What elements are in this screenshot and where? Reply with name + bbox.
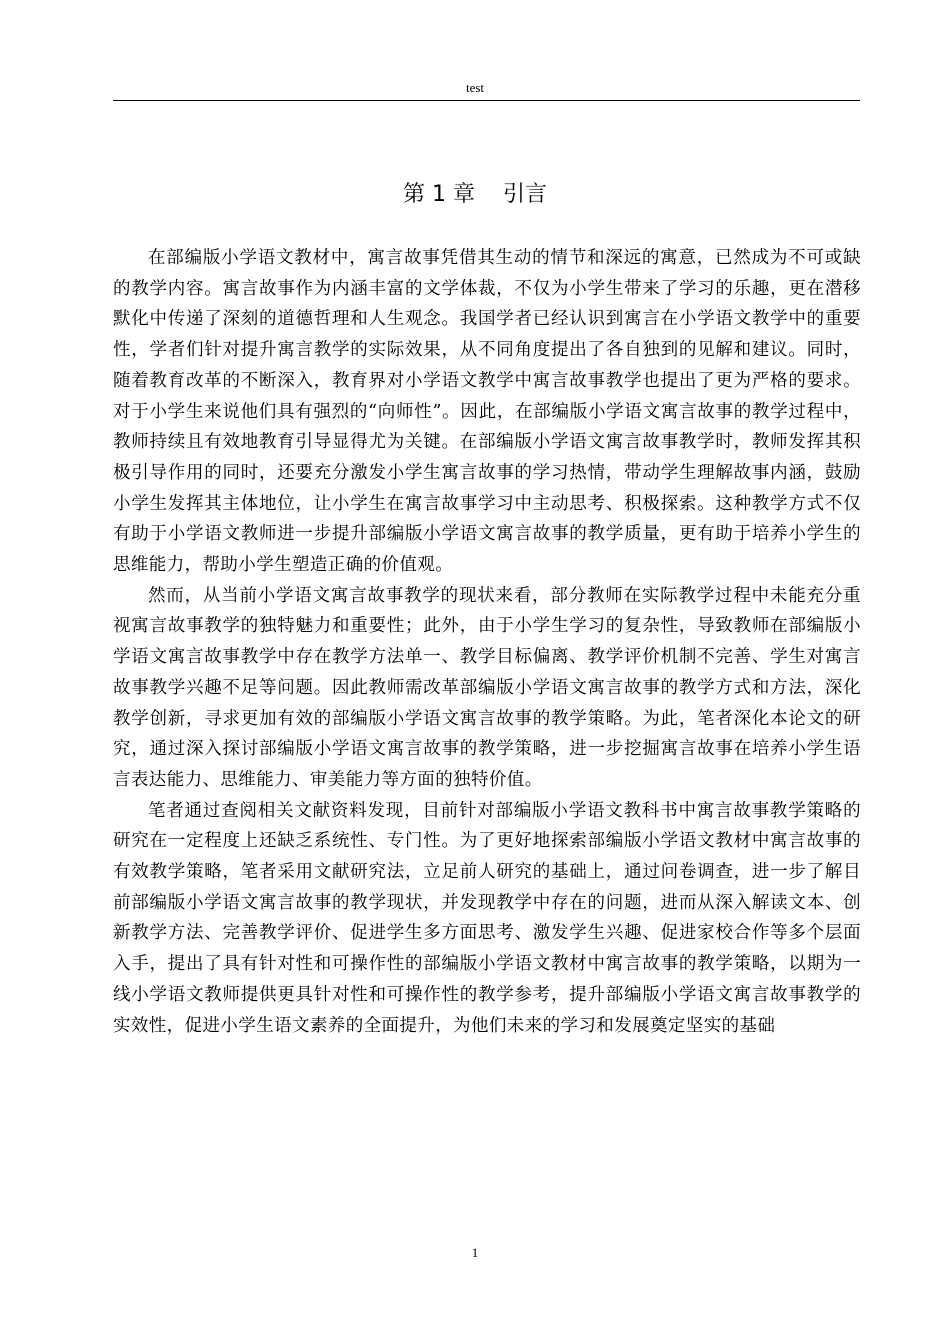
page-header: test <box>465 80 485 95</box>
header-rule <box>113 100 860 101</box>
paragraph-3: 笔者通过查阅相关文献资料发现，目前针对部编版小学语文教科书中寓言故事教学策略的研究在一定程度上还缺乏系统性、专门性。为了更好地探索部编版小学语文教材中寓言故事的有效教学策略，笔者采用文献研究法，立足前人研究的基础上，通过问卷调查，进一步了解目前部编版小学语文寓言故事的教学现状，并发现教学中存在的问题，进而从深入解读文本、创新教学方法、完善教学评价、促进学生多方面思考、激发学生兴趣、促进家校合作等多个层面入手，提出了具有针对性和可操作性的部编版小学语文教材中寓言故事的教学策略，以期为一线小学语文教师提供更具针对性和可操作性的教学参考，提升部编版小学语文寓言故事教学的实效性，促进小学生语文素养的全面提升，为他们未来的学习和发展奠定坚实的基础 <box>113 800 861 1036</box>
body-text <box>113 243 861 1041</box>
paragraph-2: 然而，从当前小学语文寓言故事教学的现状来看，部分教师在实际教学过程中未能充分重视寓言故事教学的独特魅力和重要性；此外，由于小学生学习的复杂性，导致教师在部编版小学语文寓言故事教学中存在教学方法单一、教学目标偏离、教学评价机制不完善、学生对寓言故事教学兴趣不足等问题。因此教师需改革部编版小学语文寓言故事的教学方式和方法，深化教学创新，寻求更加有效的部编版小学语文寓言故事的教学策略。为此，笔者深化本论文的研究，通过深入探讨部编版小学语文寓言故事的教学策略，进一步挖掘寓言故事在培养小学生语言表达能力、思维能力、审美能力等方面的独特价值。 <box>113 585 861 790</box>
chapter-title: 第 1 章 引言 <box>403 182 547 207</box>
page-number: 1 <box>471 1245 479 1260</box>
paragraph-1: 在部编版小学语文教材中，寓言故事凭借其生动的情节和深远的寓意，已然成为不可或缺的教学内容。寓言故事作为内涵丰富的文学体裁，不仅为小学生带来了学习的乐趣，更在潜移默化中传递了深刻的道德哲理和人生观念。我国学者已经认识到寓言在小学语文教学中的重要性，学者们针对提升寓言教学的实际效果，从不同角度提出了各自独到的见解和建议。同时，随着教育改革的不断深入，教育界对小学语文教学中寓言故事教学也提出了更为严格的要求。对于小学生来说他们具有强烈的“向师性”。因此，在部编版小学语文寓言故事的教学过程中，教师持续且有效地教育引导显得尤为关键。在部编版小学语文寓言故事教学时，教师发挥其积极引导作用的同时，还要充分激发小学生寓言故事的学习热情，带动学生理解故事内涵，鼓励小学生发挥其主体地位，让小学生在寓言故事学习中主动思考、积极探索。这种教学方式不仅有助于小学语文教师进一步提升部编版小学语文寓言故事的教学质量，更有助于培养小学生的思维能力，帮助小学生塑造正确的价值观。 <box>113 248 861 576</box>
